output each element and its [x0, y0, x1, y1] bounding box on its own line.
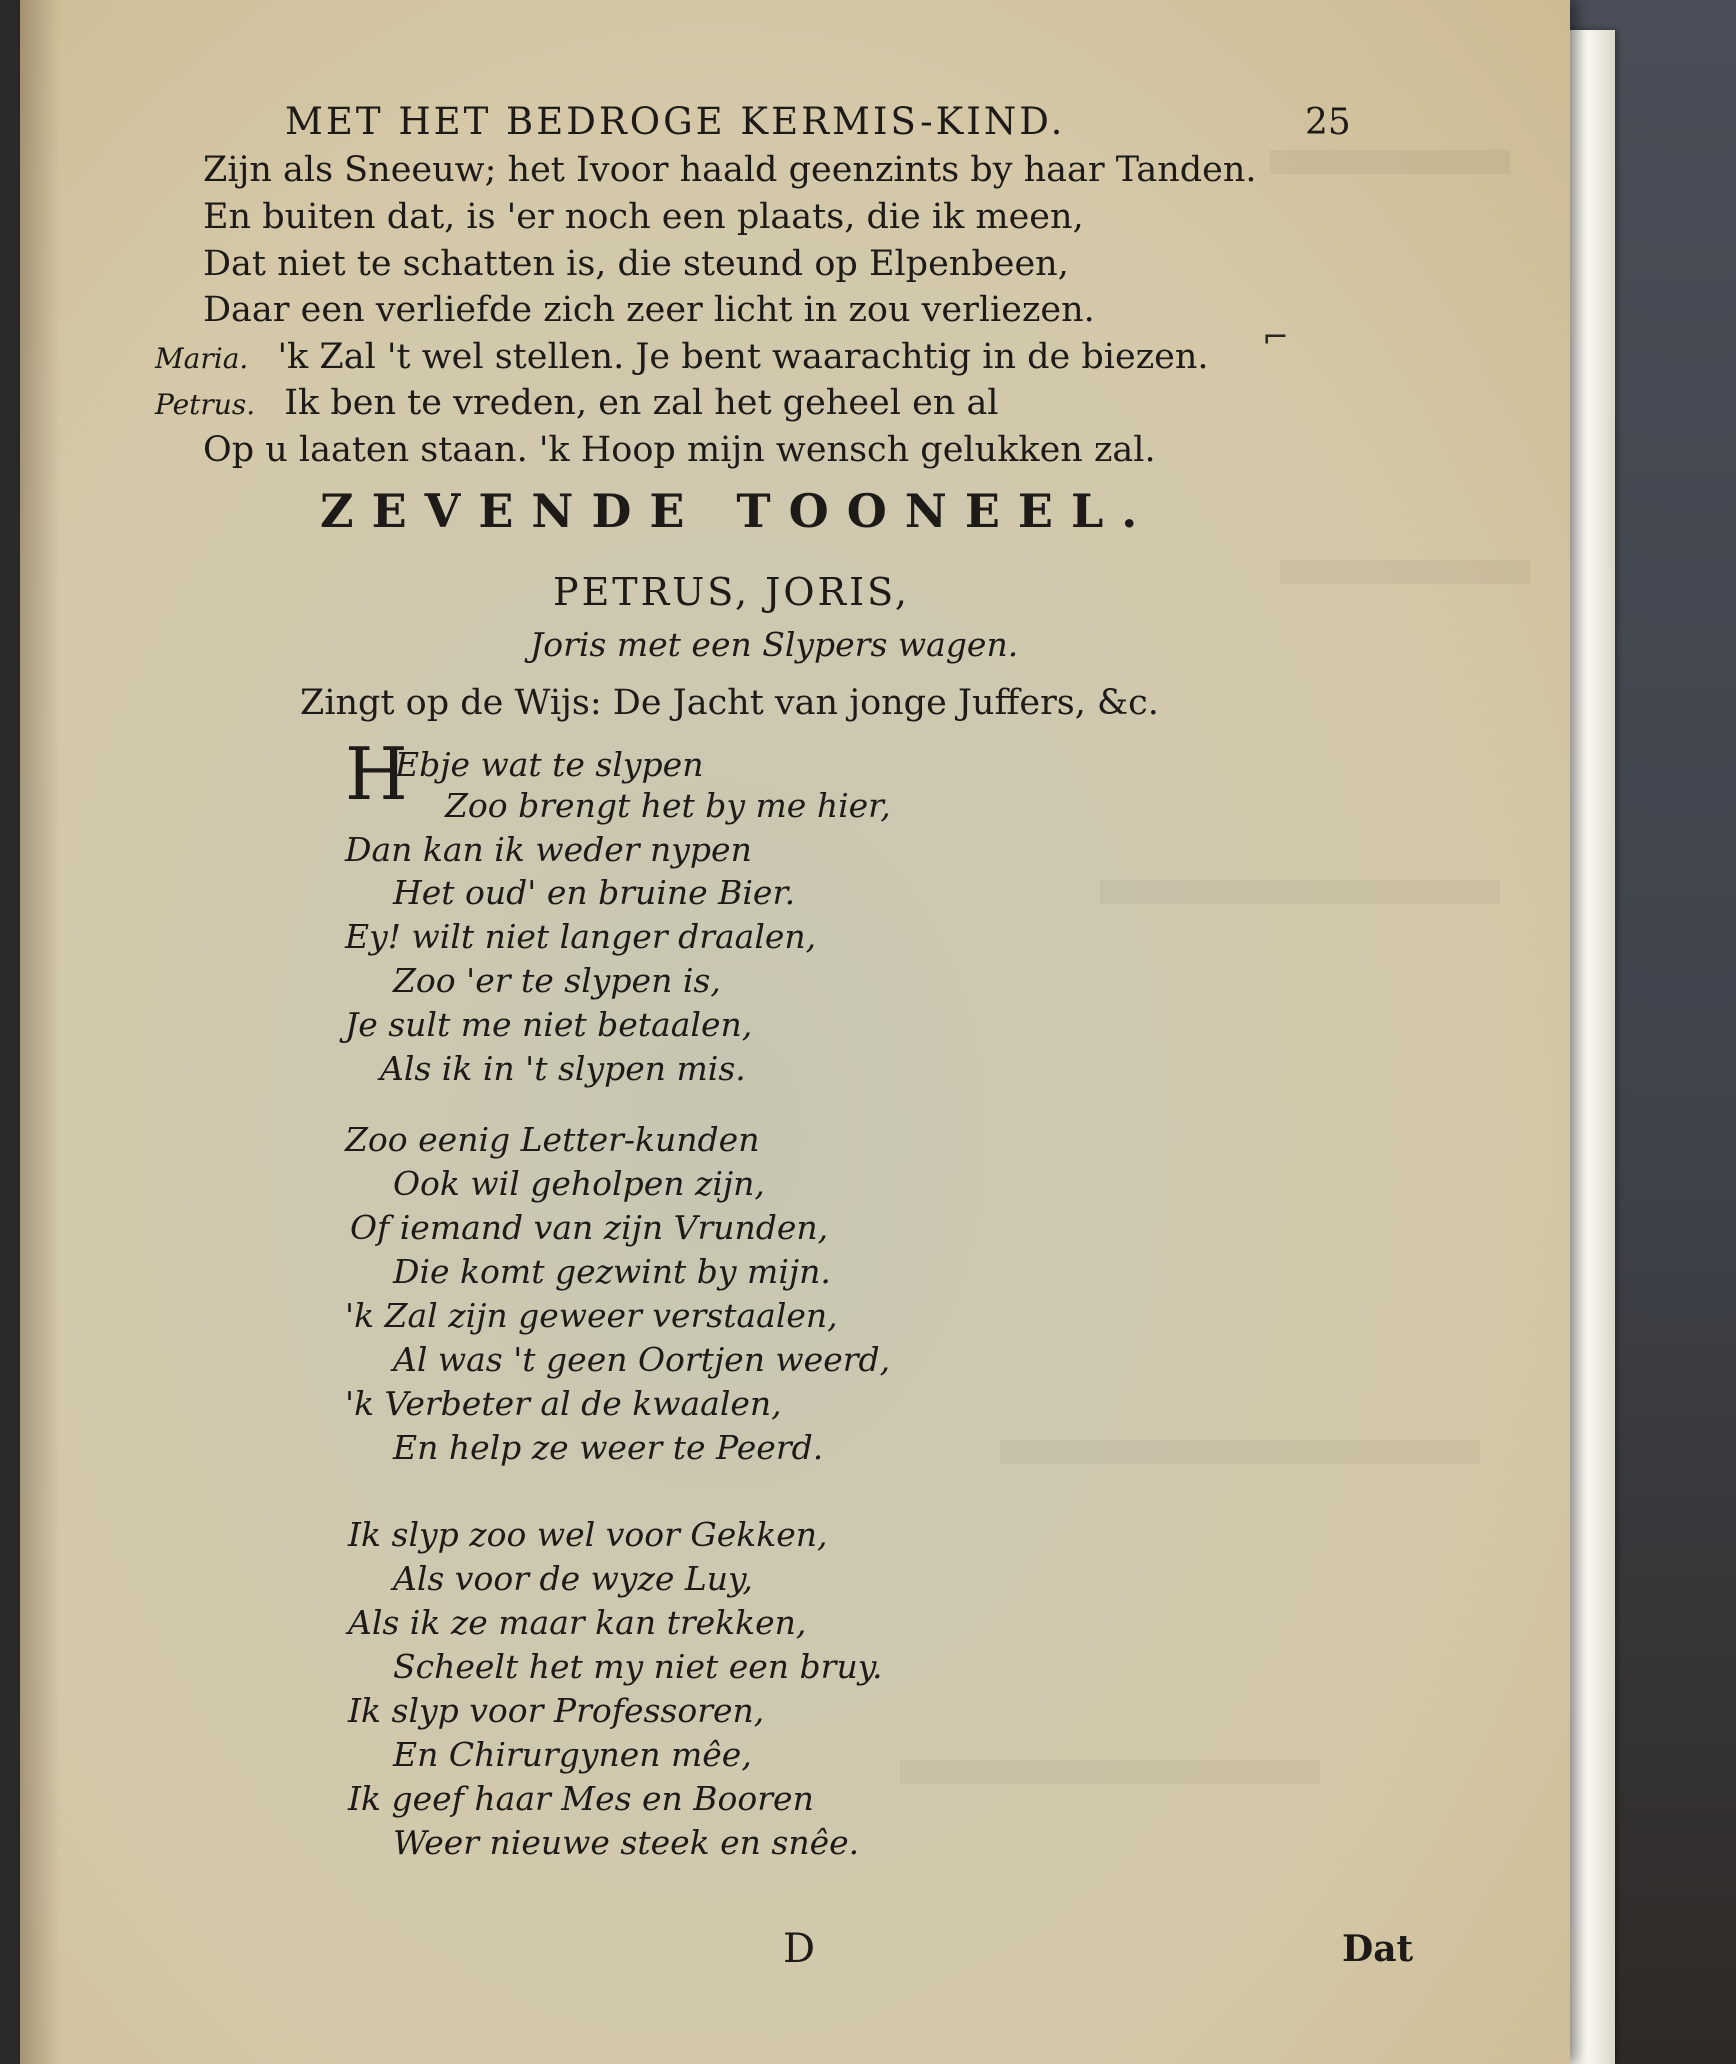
tune-indication: Zingt op de Wijs: De Jacht van jonge Juffers, &c.: [300, 683, 1159, 723]
song-line: Scheelt het my niet een bruy.: [393, 1647, 883, 1686]
verse-line: [203, 244, 1069, 284]
verse-line: [203, 197, 1084, 237]
song-line: 'k Verbeter al de kwaalen,: [345, 1384, 782, 1423]
page-gutter-shadow: [20, 0, 60, 2064]
song-line: Of iemand van zijn Vrunden,: [350, 1208, 829, 1247]
song-line: Al was 't geen Oortjen weerd,: [393, 1340, 891, 1379]
song-line: En Chirurgynen mêe,: [393, 1735, 752, 1774]
song-line: Ik slyp voor Professoren,: [348, 1691, 765, 1730]
song-line: Als ik ze maar kan trekken,: [348, 1603, 807, 1642]
page-number: 25: [1305, 102, 1351, 143]
signature-mark: D: [783, 1926, 816, 1972]
speaker-name: Maria.: [155, 342, 249, 375]
character-list: PETRUS, JORIS,: [553, 570, 910, 614]
song-line: 'k Zal zijn geweer verstaalen,: [345, 1296, 838, 1335]
scene-title: ZEVENDE TOONEEL.: [320, 484, 1156, 538]
song-line: Het oud' en bruine Bier.: [393, 873, 796, 912]
verse-text: Dat niet te schatten is, die steund op Elpenbeen,: [203, 244, 1069, 284]
drop-cap: H: [345, 732, 408, 816]
verse-line: [203, 430, 1156, 470]
verse-line: [203, 150, 1257, 190]
song-line: Ebje wat te slypen: [395, 745, 704, 784]
pencil-margin-mark: ⌐: [1262, 318, 1289, 356]
verse-line: [155, 337, 1209, 377]
song-line: Als ik in 't slypen mis.: [380, 1049, 746, 1088]
verse-text: En buiten dat, is 'er noch een plaats, die ik meen,: [203, 197, 1084, 237]
song-line: Die komt gezwint by mijn.: [393, 1252, 831, 1291]
song-line: En help ze weer te Peerd.: [393, 1428, 824, 1467]
song-line: Ik slyp zoo wel voor Gekken,: [348, 1515, 828, 1554]
verse-line: [203, 290, 1095, 330]
verse-text: 'k Zal 't wel stellen. Je bent waarachtig in de biezen.: [277, 337, 1209, 377]
verse-line: [155, 383, 999, 423]
catchword: Dat: [1342, 1928, 1414, 1970]
speaker-name: Petrus.: [155, 388, 256, 421]
song-line: Weer nieuwe steek en snêe.: [393, 1823, 860, 1862]
stage-direction: Joris met een Slypers wagen.: [530, 625, 1019, 664]
verse-text: Daar een verliefde zich zeer licht in zou verliezen.: [203, 290, 1095, 330]
song-line: Als voor de wyze Luy,: [393, 1559, 753, 1598]
song-line: Ik geef haar Mes en Booren: [348, 1779, 814, 1818]
running-head: MET HET BEDROGE KERMIS-KIND.: [285, 100, 1066, 143]
song-line: Zoo 'er te slypen is,: [393, 961, 721, 1000]
song-line: Je sult me niet betaalen,: [345, 1005, 753, 1044]
verse-text: Op u laaten staan. 'k Hoop mijn wensch gelukken zal.: [203, 430, 1156, 470]
verse-text: Ik ben te vreden, en zal het geheel en al: [284, 383, 999, 423]
song-line: Zoo brengt het by me hier,: [445, 786, 891, 825]
song-line: Ook wil geholpen zijn,: [393, 1164, 765, 1203]
song-line: Zoo eenig Letter-kunden: [345, 1120, 760, 1159]
song-line: Ey! wilt niet langer draalen,: [345, 917, 817, 956]
song-line: Dan kan ik weder nypen: [345, 830, 752, 869]
verse-text: Zijn als Sneeuw; het Ivoor haald geenzints by haar Tanden.: [203, 150, 1257, 190]
